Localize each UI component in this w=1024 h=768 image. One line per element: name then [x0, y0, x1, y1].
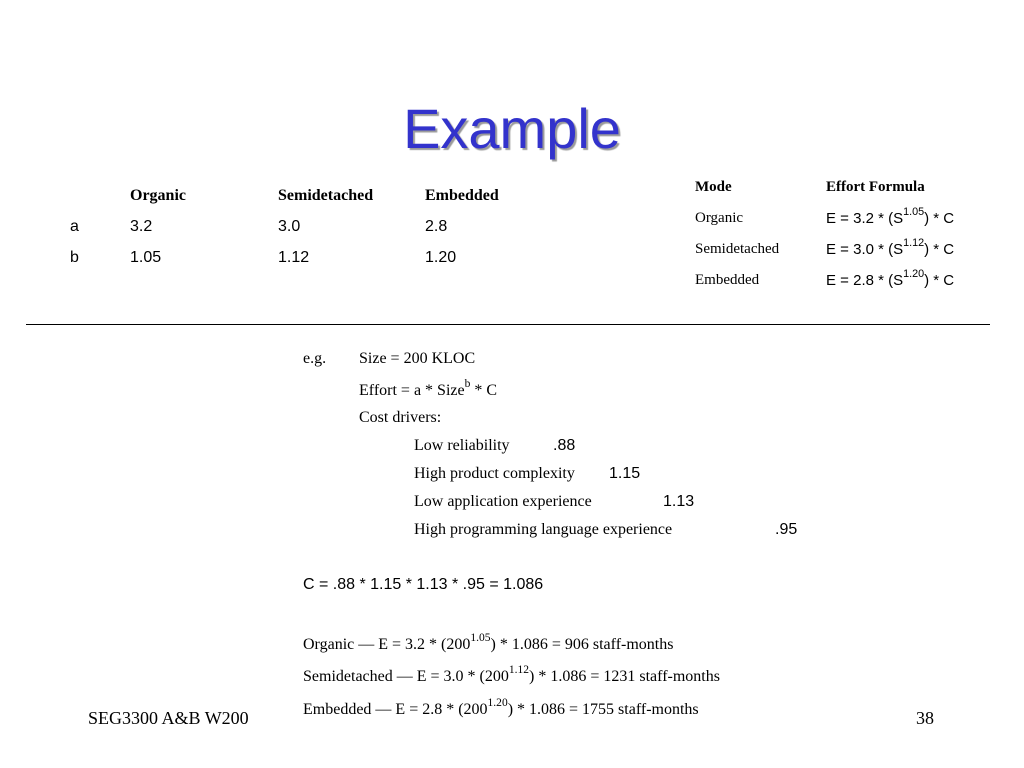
cost-drivers-label: Cost drivers: — [359, 409, 442, 426]
driver-name: High product complexity — [414, 465, 575, 482]
divider — [26, 324, 990, 325]
driver-name: Low reliability — [414, 437, 510, 454]
header-organic: Organic — [130, 187, 186, 204]
header-semidetached: Semidetached — [278, 187, 374, 204]
mode-semidetached: Semidetached — [695, 241, 780, 257]
driver-name: High programming language experience — [414, 521, 673, 538]
page-number: 38 — [916, 708, 934, 728]
formula-organic: $E = 3.2 * (S^{1.05}) * C$ — [826, 206, 955, 227]
header-embedded: Embedded — [425, 187, 499, 204]
result-embedded: Embedded — $E = 2.8 * (200^{1.20}) * 1.086 = 1755$ staff-months — [303, 697, 699, 718]
c-result-line: C = .88 * 1.15 * 1.13 * .95 = 1.086 — [303, 576, 544, 593]
result-organic: Organic — $E = 3.2 * (200^{1.05}) * 1.086 = 906$ staff-months — [303, 632, 674, 653]
row-label-b: b — [70, 249, 79, 266]
cell-b-organic: 1.05 — [130, 249, 162, 266]
mode-embedded: Embedded — [695, 272, 760, 288]
cell-b-embedded: 1.20 — [425, 249, 457, 266]
result-semidetached: Semidetached — $E = 3.0 * (200^{1.12}) * 1.086 = 1231$ staff-months — [303, 664, 720, 685]
header-effort-formula: Effort Formula — [826, 179, 925, 195]
row-label-a: a — [70, 218, 79, 235]
formula-semidetached: $E = 3.0 * (S^{1.12}) * C$ — [826, 237, 955, 258]
header-mode: Mode — [695, 179, 732, 195]
formula-embedded: $E = 2.8 * (S^{1.20}) * C$ — [826, 268, 955, 289]
size-line: Size = 200 KLOC — [359, 350, 476, 367]
cell-a-embedded: 2.8 — [425, 218, 448, 235]
driver-value: .95 — [775, 521, 798, 538]
footer-course: SEG3300 A&B W200 — [88, 708, 249, 728]
driver-value: .88 — [553, 437, 576, 454]
driver-value: 1.15 — [609, 465, 641, 482]
driver-value: 1.13 — [663, 493, 695, 510]
cell-a-semidetached: 3.0 — [278, 218, 301, 235]
slide-title: Example — [403, 97, 621, 160]
mode-organic: Organic — [695, 210, 744, 226]
cell-b-semidetached: 1.12 — [278, 249, 310, 266]
driver-name: Low application experience — [414, 493, 592, 510]
effort-line: Effort = a * Size$^b$ * C — [359, 378, 498, 399]
cell-a-organic: 3.2 — [130, 218, 153, 235]
eg-label: e.g. — [303, 350, 327, 367]
